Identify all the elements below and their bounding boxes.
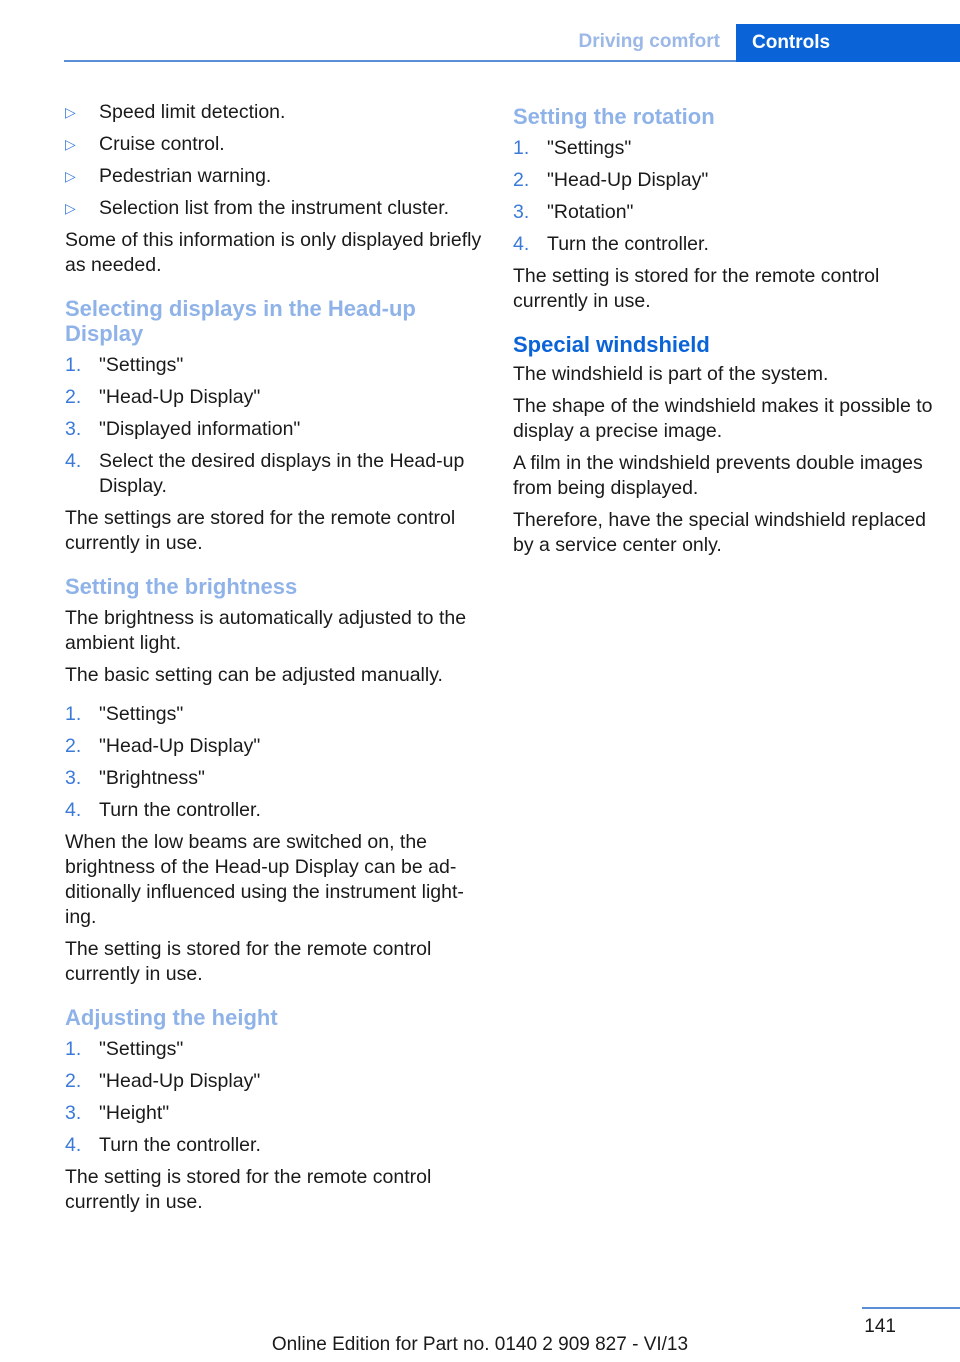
selecting-displays-heading: Selecting displays in the Head-up Display: [65, 296, 416, 346]
bullet-triangle-icon: ▷: [65, 136, 76, 152]
step-item: 3. "Height": [65, 1102, 170, 1124]
section-tab[interactable]: Driving comfort: [578, 31, 720, 52]
bullet-triangle-icon: ▷: [65, 104, 76, 120]
right-column: [513, 100, 933, 565]
step-item: 1. "Settings": [65, 354, 184, 376]
windshield-para-4: Therefore, have the special windshield replaced by a service center only.: [513, 509, 926, 556]
windshield-para-2: The shape of the windshield makes it possible to display a precise image.: [513, 395, 933, 442]
chapter-tab-active[interactable]: Controls: [736, 24, 960, 62]
selecting-steps: [65, 353, 485, 499]
step-item: 4. Turn the controller.: [513, 233, 709, 255]
page-number: 141: [864, 1316, 896, 1337]
brightness-steps: [65, 702, 485, 823]
height-steps: [65, 1037, 485, 1158]
step-item: 4. Select the desired displays in the Head-up Display.: [65, 450, 465, 497]
windshield-para-3: A film in the windshield prevents double images from being displayed.: [513, 452, 923, 499]
feature-bullet-list: [65, 100, 485, 221]
page-number-rule: [862, 1307, 960, 1309]
brightness-para-2: The basic setting can be adjusted manually.: [65, 664, 443, 686]
list-item: ▷ Pedestrian warning.: [65, 165, 272, 187]
edition-footer: Online Edition for Part no. 0140 2 909 827 - VI/13: [271, 1334, 689, 1355]
brightness-heading: Setting the brightness: [65, 574, 298, 599]
list-item: ▷ Selection list from the instrument cluster.: [65, 197, 450, 219]
step-item: 2. "Head-Up Display": [65, 735, 261, 757]
step-item: 2. "Head-Up Display": [65, 386, 261, 408]
step-item: 3. "Displayed information": [65, 418, 301, 440]
step-item: 3. "Brightness": [65, 767, 205, 789]
list-item: ▷ Speed limit detection.: [65, 101, 286, 123]
step-item: 3. "Rotation": [513, 201, 634, 223]
step-item: 4. Turn the controller.: [65, 1134, 261, 1156]
step-item: 2. "Head-Up Display": [65, 1070, 261, 1092]
step-item: 1. "Settings": [513, 137, 632, 159]
rotation-note: The setting is stored for the remote control currently in use.: [513, 265, 880, 312]
intro-note: Some of this information is only displayed briefly as needed.: [65, 229, 482, 276]
rotation-heading: Setting the rotation: [513, 104, 715, 129]
step-item: 1. "Settings": [65, 703, 184, 725]
brightness-para-1: The brightness is automatically adjusted to the ambient light.: [65, 607, 467, 654]
step-item: 4. Turn the controller.: [65, 799, 261, 821]
height-note: The setting is stored for the remote control currently in use.: [65, 1166, 432, 1213]
bullet-triangle-icon: ▷: [65, 168, 76, 184]
left-column: [65, 100, 485, 1222]
rotation-steps: [513, 136, 933, 257]
selecting-note: The settings are stored for the remote control currently in use.: [65, 507, 456, 554]
brightness-para-3: When the low beams are switched on, the brightness of the Head-up Display can be additionally influenced using the instrument lighting.: [65, 831, 464, 928]
windshield-para-1: The windshield is part of the system.: [513, 363, 829, 385]
step-item: 2. "Head-Up Display": [513, 169, 709, 191]
step-item: 1. "Settings": [65, 1038, 184, 1060]
bullet-triangle-icon: ▷: [65, 200, 76, 216]
height-heading: Adjusting the height: [65, 1005, 278, 1030]
list-item: ▷ Cruise control.: [65, 133, 225, 155]
special-windshield-heading: Special windshield: [513, 332, 710, 357]
brightness-note: The setting is stored for the remote control currently in use.: [65, 938, 432, 985]
